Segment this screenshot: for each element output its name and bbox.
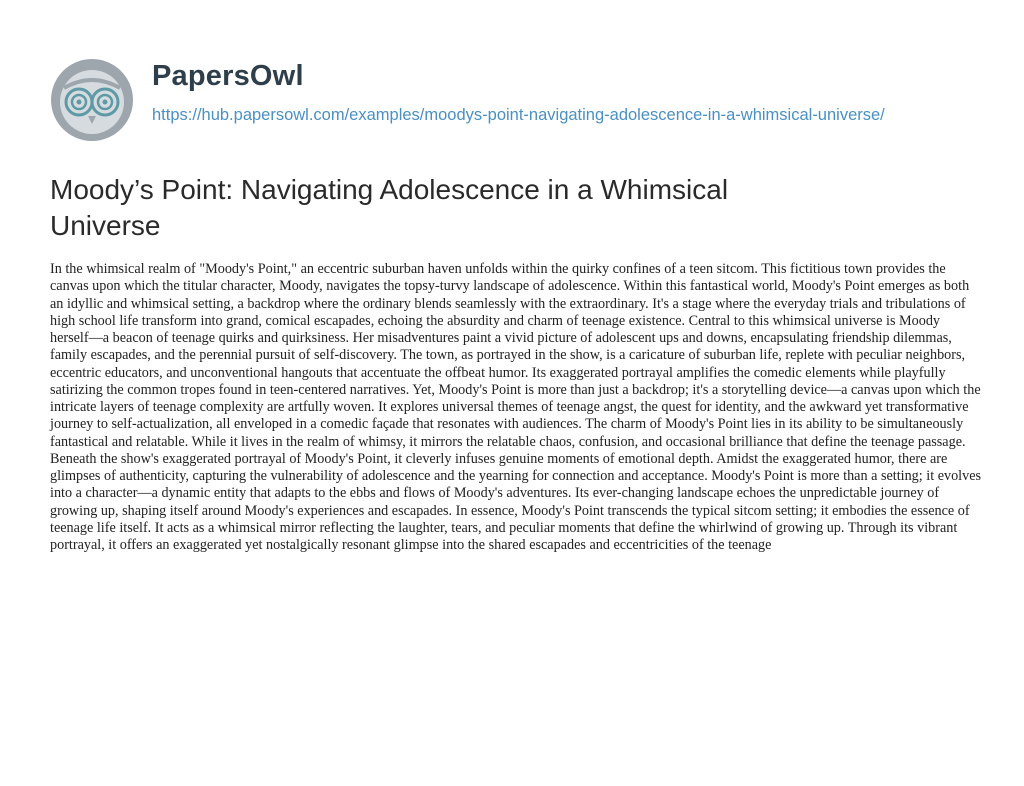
source-url-link[interactable]: https://hub.papersowl.com/examples/moodys-point-navigating-adolescence-in-a-whimsical-universe/ [152, 106, 885, 124]
owl-logo-icon [50, 58, 134, 142]
site-header [50, 58, 980, 154]
brand-name: PapersOwl [152, 60, 304, 92]
page-title: Moody’s Point: Navigating Adolescence in a Whimsical Universe [50, 174, 729, 241]
article-body: In the whimsical realm of "Moody's Point," an eccentric suburban haven unfolds within the quirky confines of a teen sitcom. This fictitious town provides the canvas upon which the titular character, Moody, navigates the topsy-turvy landscape of adolescence. Within this fantastical world, Moody's Point emerges as both an idyllic and whimsical setting, a backdrop where the ordinary blends seamlessly with the extraordinary. It's a stage where the everyday trials and tribulations of high school life transform into grand, comical escapades, echoing the absurdity and charm of teenage existence. Central to this whimsical universe is Moody herself—a beacon of teenage quirks and quirksiness. Her misadventures paint a vivid picture of adolescent ups and downs, encapsulating friendship dilemmas, family escapades, and the perennial pursuit of self-discovery. The town, as portrayed in the show, is a caricature of suburban life, replete with peculiar neighbors, eccentric educators, and unconventional hangouts that accentuate the offbeat humor. Its exaggerated portrayal amplifies the comedic elements while playfully satirizing the common tropes found in teen-centered narratives. Yet, Moody's Point is more than just a backdrop; it's a storytelling device—a canvas upon which the intricate layers of teenage complexity are artfully woven. It explores universal themes of teenage angst, the quest for identity, and the awkward yet transformative journey to self-actualization, all enveloped in a comedic façade that resonates with audiences. The charm of Moody's Point lies in its ability to be simultaneously fantastical and relatable. While it lives in the realm of whimsy, it mirrors the relatable chaos, confusion, and occasional brilliance that define the teenage passage. Beneath the show's exaggerated portrayal of Moody's Point, it cleverly infuses genuine moments of emotional depth. Amidst the exaggerated humor, there are glimpses of authenticity, capturing the vulnerability of adolescence and the yearning for connection and acceptance. Moody's Point is more than a setting; it evolves into a character—a dynamic entity that adapts to the ebbs and flows of Moody's adventures. Its ever-changing landscape echoes the unpredictable journey of growing up, shaping itself around Moody's experiences and escapades. In essence, Moody's Point transcends the typical sitcom setting; it embodies the essence of teenage life itself. It acts as a whimsical mirror reflecting the laughter, tears, and peculiar moments that define the whirlwind of growing up. Through its vibrant portrayal, it offers an exaggerated yet nostalgically resonant glimpse into the shared escapades and eccentricities of the teenage [50, 261, 982, 553]
